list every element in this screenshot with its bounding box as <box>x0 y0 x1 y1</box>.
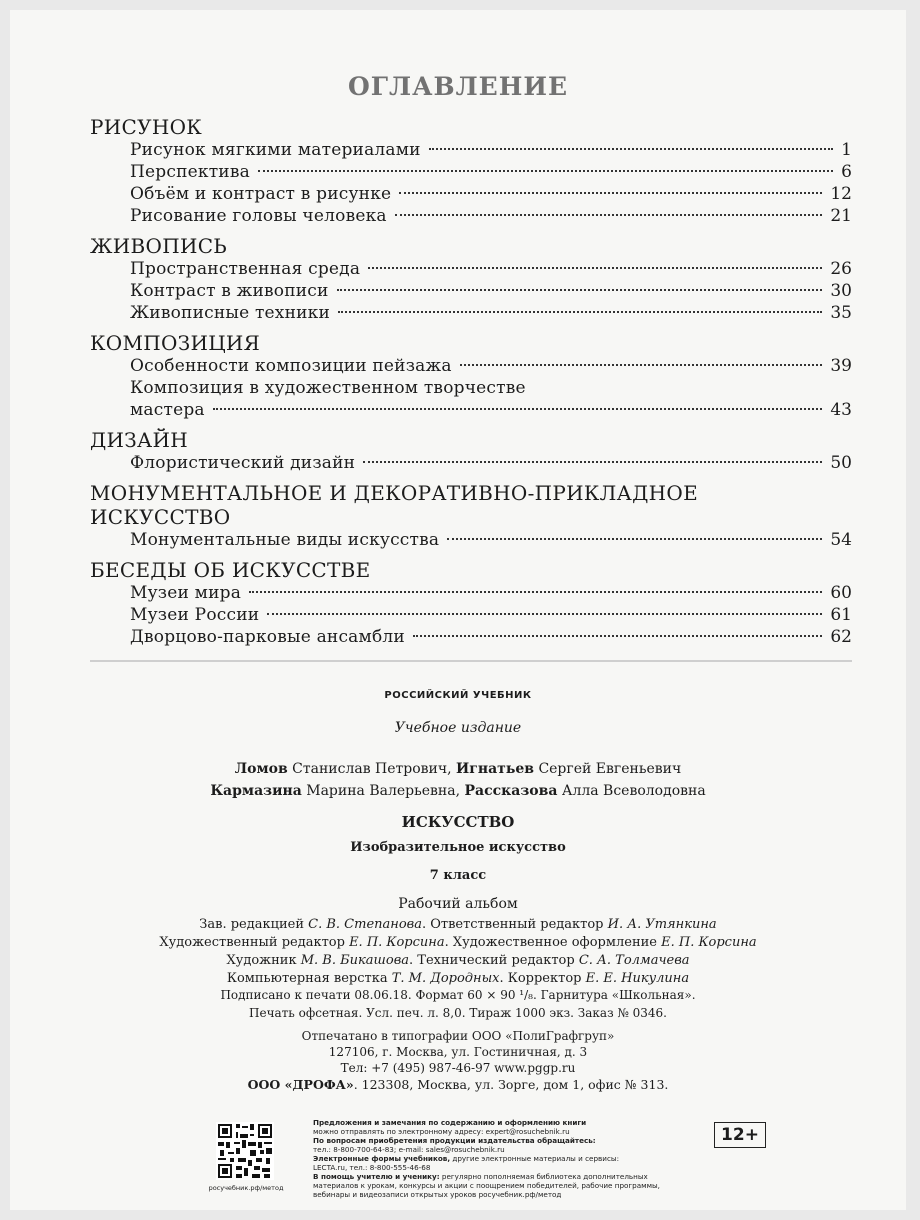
section-title: ДИЗАЙН <box>90 428 188 452</box>
dot-leader <box>368 267 822 269</box>
publisher-name: ООО «ДРОФА» <box>247 1077 354 1092</box>
toc-entry[interactable] <box>130 355 852 377</box>
dot-leader <box>395 214 823 216</box>
entry-label: Перспектива <box>130 162 250 182</box>
series-label: РОССИЙСКИЙ УЧЕБНИК <box>384 690 532 701</box>
entry-label-continued: мастера <box>130 400 205 420</box>
toc-entry[interactable] <box>130 302 852 324</box>
entry-label: Композиция в художественном творчестве <box>130 378 526 398</box>
dot-leader <box>213 408 823 410</box>
dot-leader <box>413 635 822 637</box>
book-type: Рабочий альбом <box>398 896 518 912</box>
note-line: По вопросам приобретения продукции издательства обращайтесь: <box>313 1136 596 1145</box>
toc-entry[interactable] <box>130 626 852 648</box>
entry-page: 6 <box>841 162 852 182</box>
author-surname: Кармазина <box>210 783 302 799</box>
entry-label: Музеи мира <box>130 583 242 603</box>
entry-page: 50 <box>830 453 852 473</box>
dot-leader <box>399 192 822 194</box>
entry-label: Объём и контраст в рисунке <box>130 184 392 204</box>
entry-label: Рисунок мягкими материалами <box>130 140 421 160</box>
dot-leader <box>460 364 823 366</box>
toc-section <box>90 234 852 324</box>
toc-title: ОГЛАВЛЕНИЕ <box>347 72 569 101</box>
staff-line: Компьютерная верстка Т. М. Дородных. Корректор Е. Е. Никулина <box>226 971 690 986</box>
toc-entry-multiline[interactable] <box>130 377 852 421</box>
entry-label: Дворцово-парковые ансамбли <box>130 627 405 647</box>
author-name: Станислав Петрович, <box>292 761 452 777</box>
print-line: Печать офсетная. Усл. печ. л. 8,0. Тираж 1000 экз. Заказ № 0346. <box>249 1006 667 1020</box>
book-subject: ИСКУССТВО <box>401 813 515 831</box>
entry-page: 60 <box>830 583 852 603</box>
toc-entry[interactable] <box>130 582 852 604</box>
entry-label: Особенности композиции пейзажа <box>130 356 452 376</box>
toc-entry[interactable] <box>130 604 852 626</box>
toc-entry[interactable] <box>130 258 852 280</box>
edition-label: Учебное издание <box>394 720 522 736</box>
entry-page: 62 <box>830 627 852 647</box>
toc-section <box>90 481 852 551</box>
author-name: Марина Валерьевна, <box>306 783 461 799</box>
publisher-notes <box>313 1118 703 1199</box>
toc-entry[interactable] <box>130 205 852 227</box>
section-title: ЖИВОПИСЬ <box>90 234 228 258</box>
entry-page: 61 <box>830 605 852 625</box>
author-surname: Рассказова <box>464 783 558 799</box>
publisher-address: . 123308, Москва, ул. Зорге, дом 1, офис № 313. <box>353 1077 669 1092</box>
dot-leader <box>363 461 822 463</box>
staff-line: Художественный редактор Е. П. Корсина. Художественное оформление Е. П. Корсина <box>159 935 757 950</box>
entry-label: Музеи России <box>130 605 260 625</box>
entry-label: Пространственная среда <box>130 259 361 279</box>
toc-entry[interactable] <box>130 452 852 474</box>
qr-code-icon[interactable] <box>216 1122 274 1180</box>
entry-label: Контраст в живописи <box>130 281 329 301</box>
print-line: Подписано к печати 08.06.18. Формат 60 × 90 ¹/₈. Гарнитура «Школьная». <box>220 988 696 1002</box>
dot-leader <box>447 538 822 540</box>
dot-leader <box>258 170 833 172</box>
entry-label: Рисование головы человека <box>130 206 387 226</box>
note-line: можно отправлять по электронному адресу: expert@rosuchebnik.ru <box>313 1127 570 1136</box>
toc-section <box>90 331 852 421</box>
section-title: МОНУМЕНТАЛЬНОЕ И ДЕКОРАТИВНО-ПРИКЛАДНОЕ <box>90 481 698 505</box>
printer-line: 127106, г. Москва, ул. Гостиничная, д. 3 <box>328 1045 588 1059</box>
entry-page: 30 <box>830 281 852 301</box>
section-title: РИСУНОК <box>90 115 203 139</box>
page <box>10 10 906 1210</box>
dot-leader <box>337 289 823 291</box>
staff-line: Зав. редакцией С. В. Степанова. Ответственный редактор И. А. Утянкина <box>199 917 717 932</box>
entry-page: 39 <box>830 356 852 376</box>
toc-section <box>90 558 852 648</box>
toc-entry[interactable] <box>130 161 852 183</box>
print-details <box>10 986 906 1022</box>
note-line: материалов к урокам, конкурсы и акции с поощрением победителей, рабочие программы, <box>313 1181 660 1190</box>
author-name: Сергей Евгеньевич <box>538 761 682 777</box>
entry-label: Флористический дизайн <box>130 453 356 473</box>
publisher-info <box>10 1077 906 1092</box>
section-title: КОМПОЗИЦИЯ <box>90 331 261 355</box>
entry-page: 12 <box>830 184 852 204</box>
entry-page: 35 <box>830 303 852 323</box>
entry-page: 21 <box>830 206 852 226</box>
entry-page: 1 <box>841 140 852 160</box>
entry-page: 43 <box>830 400 852 420</box>
qr-caption: росучебник.рф/метод <box>208 1184 284 1192</box>
toc-section <box>90 428 852 474</box>
printer-line: Тел: +7 (495) 987-46-97 www.pggp.ru <box>340 1061 576 1075</box>
note-line: В помощь учителю и ученику: регулярно пополняемая библиотека дополнительных <box>313 1172 648 1181</box>
note-line: тел.: 8-800-700-64-83; e-mail: sales@rosuchebnik.ru <box>313 1145 505 1154</box>
dot-leader <box>429 148 833 150</box>
section-title-continued: ИСКУССТВО <box>90 505 231 529</box>
dot-leader <box>267 613 822 615</box>
toc-entry[interactable] <box>130 280 852 302</box>
staff-credits <box>10 916 906 988</box>
dot-leader <box>338 311 822 313</box>
toc-entry[interactable] <box>130 139 852 161</box>
section-title: БЕСЕДЫ ОБ ИСКУССТВЕ <box>90 558 371 582</box>
note-line: Электронные формы учебников, другие электронные материалы и сервисы: <box>313 1154 619 1163</box>
table-of-contents <box>90 115 852 655</box>
note-line: вебинары и видеозаписи открытых уроков росучебник.рф/метод <box>313 1190 562 1199</box>
author-surname: Игнатьев <box>456 761 534 777</box>
printer-line: Отпечатано в типографии ООО «ПолиГрафгруп» <box>301 1029 615 1043</box>
divider <box>90 660 852 662</box>
staff-line: Художник М. В. Бикашова. Технический редактор С. А. Толмачева <box>226 953 690 968</box>
book-subtitle: Изобразительное искусство <box>350 840 566 855</box>
author-surname: Ломов <box>234 761 288 777</box>
note-line: LECTA.ru, тел.: 8-800-555-46-68 <box>313 1163 431 1172</box>
toc-entry[interactable] <box>130 529 852 551</box>
author-name: Алла Всеволодовна <box>561 783 706 799</box>
entry-page: 26 <box>830 259 852 279</box>
printer-info <box>10 1028 906 1076</box>
dot-leader <box>249 591 822 593</box>
book-grade: 7 класс <box>429 868 487 883</box>
entry-page: 54 <box>830 530 852 550</box>
note-line: Предложения и замечания по содержанию и оформлению книги <box>313 1118 587 1127</box>
age-rating-badge: 12+ <box>714 1122 766 1148</box>
entry-label: Живописные техники <box>130 303 331 323</box>
toc-section <box>90 115 852 227</box>
authors <box>10 758 906 802</box>
toc-entry[interactable] <box>130 183 852 205</box>
entry-label: Монументальные виды искусства <box>130 530 440 550</box>
